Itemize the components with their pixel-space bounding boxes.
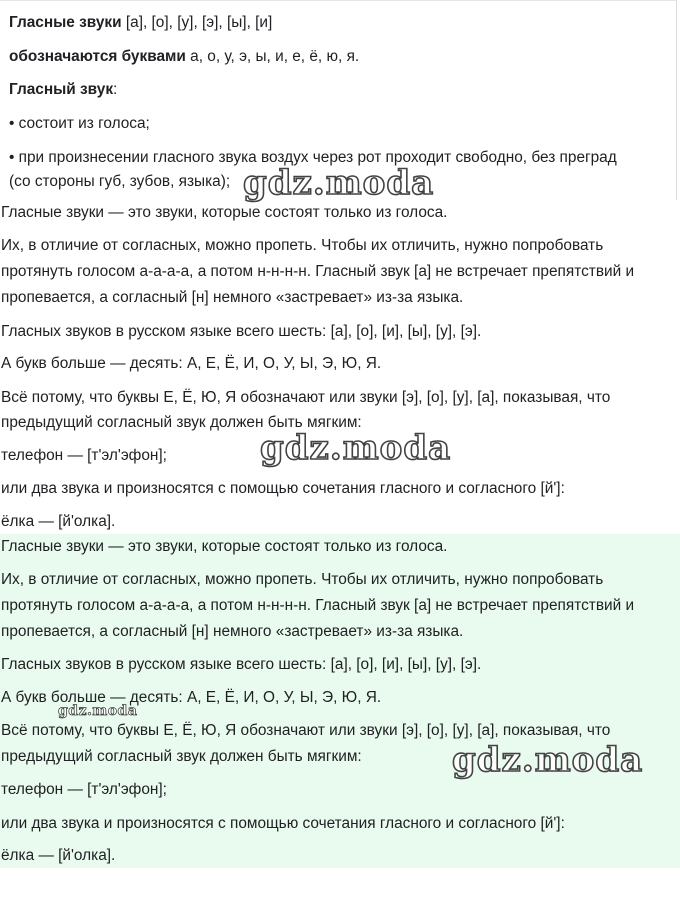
answer-paragraph-8: ёлка — [й'олка]. — [1, 513, 116, 530]
answer-section-white — [0, 200, 680, 534]
rule-vowel-sounds: [а], [о], [у], [э], [ы], [и] — [121, 14, 273, 31]
answer-paragraph-8: ёлка — [й'олка]. — [1, 847, 116, 864]
answer-paragraph-2-line-3: пропевается, а согласный [н] немного «застревает» из-за языка. — [1, 289, 464, 306]
rule-vowel-letters: а, о, у, э, ы, и, е, ё, ю, я. — [185, 48, 360, 65]
rule-bullet-1: • состоит из голоса; — [9, 115, 150, 132]
watermark-gdz-moda-small: gdz.moda — [58, 703, 138, 719]
rule-line-3 — [9, 77, 117, 102]
rule-term-vowels: Гласные звуки — [9, 14, 122, 31]
answer-paragraph-7: или два звука и произносятся с помощью сочетания гласного и согласного [й']: — [1, 815, 565, 832]
answer-paragraph-3: Гласных звуков в русском языке всего шесть: [а], [о], [и], [ы], [у], [э]. — [1, 656, 482, 673]
watermark-gdz-moda: gdz.moda — [260, 428, 452, 468]
answer-paragraph-4: А букв больше — десять: А, Е, Ё, И, О, У, Ы, Э, Ю, Я. — [1, 689, 382, 706]
answer-paragraph-5-line-1: Всё потому, что буквы Е, Ё, Ю, Я обозначают или звуки [э], [о], [у], [а], показывая, что — [1, 389, 611, 406]
answer-paragraph-7: или два звука и произносятся с помощью сочетания гласного и согласного [й']: — [1, 480, 565, 497]
rule-colon: : — [113, 81, 118, 98]
answer-paragraph-6: телефон — [т'эл'эфон]; — [1, 781, 167, 798]
answer-paragraph-2-line-2: протянуть голосом а-а-а-а, а потом н-н-н-н. Гласный звук [а] не встречает препятствий и — [1, 597, 635, 614]
answer-paragraph-4: А букв больше — десять: А, Е, Ё, И, О, У, Ы, Э, Ю, Я. — [1, 355, 382, 372]
rule-term-vowel-sound: Гласный звук — [9, 81, 114, 98]
answer-paragraph-2-line-1: Их, в отличие от согласных, можно пропеть. Чтобы их отличить, нужно попробовать — [1, 237, 604, 254]
watermark-gdz-moda: gdz.moda — [452, 740, 644, 780]
answer-paragraph-1: Гласные звуки — это звуки, которые состоят только из голоса. — [1, 204, 448, 221]
answer-paragraph-2-line-1: Их, в отличие от согласных, можно пропеть. Чтобы их отличить, нужно попробовать — [1, 571, 604, 588]
answer-paragraph-5-line-2: предыдущий согласный звук должен быть мягким: — [1, 748, 362, 765]
answer-paragraph-1: Гласные звуки — это звуки, которые состоят только из голоса. — [1, 538, 448, 555]
answer-paragraph-6: телефон — [т'эл'эфон]; — [1, 447, 167, 464]
answer-section-green — [0, 534, 680, 868]
rule-bullet-2-line-2: (со стороны губ, зубов, языка); — [9, 173, 231, 190]
answer-paragraph-3: Гласных звуков в русском языке всего шесть: [а], [о], [и], [ы], [у], [э]. — [1, 323, 482, 340]
rule-term-letters: обозначаются буквами — [9, 48, 186, 65]
rule-line-1 — [9, 10, 272, 35]
rule-line-2 — [9, 44, 359, 69]
rule-bullet-2-line-1: • при произнесении гласного звука воздух через рот проходит свободно, без преград — [9, 149, 617, 166]
answer-paragraph-2-line-2: протянуть голосом а-а-а-а, а потом н-н-н-н. Гласный звук [а] не встречает препятствий и — [1, 263, 635, 280]
answer-paragraph-2-line-3: пропевается, а согласный [н] немного «застревает» из-за языка. — [1, 623, 464, 640]
watermark-gdz-moda: gdz.moda — [243, 163, 435, 203]
answer-paragraph-5-line-1: Всё потому, что буквы Е, Ё, Ю, Я обозначают или звуки [э], [о], [у], [а], показывая, что — [1, 722, 611, 739]
answer-paragraph-5-line-2: предыдущий согласный звук должен быть мягким: — [1, 414, 362, 431]
